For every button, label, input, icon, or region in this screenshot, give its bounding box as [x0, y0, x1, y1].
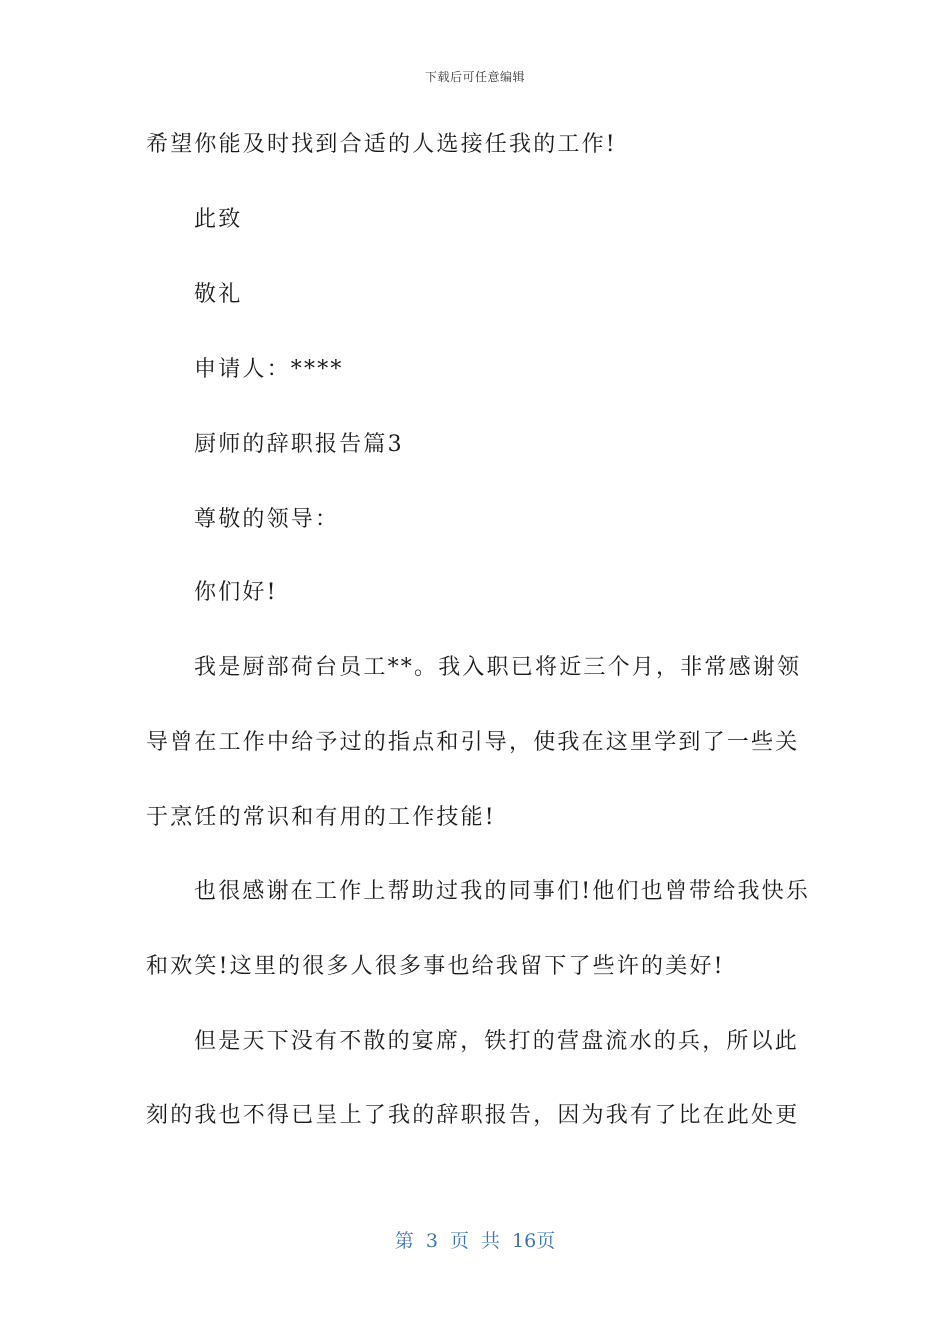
page-number-footer: 第 3 页 共 16页 [394, 1230, 556, 1252]
salutation-jingli: 敬礼 [194, 282, 243, 307]
closing-line: 希望你能及时找到合适的人选接任我的工作! [146, 132, 617, 157]
greeting-hello: 你们好! [194, 580, 278, 605]
paragraph-line: 导曾在工作中给予过的指点和引导，使我在这里学到了一些关 [146, 730, 800, 755]
paragraph-line: 刻的我也不得已呈上了我的辞职报告，因为我有了比在此处更 [146, 1103, 800, 1128]
section-title: 厨师的辞职报告篇3 [194, 432, 404, 457]
applicant-line: 申请人：**** [194, 357, 344, 382]
paragraph-line: 我是厨部荷台员工**。我入职已将近三个月，非常感谢领 [194, 655, 802, 680]
paragraph-line: 于烹饪的常识和有用的工作技能! [146, 805, 496, 830]
greeting-leader: 尊敬的领导： [194, 507, 340, 532]
header-note: 下载后可任意编辑 [424, 70, 525, 84]
paragraph-line: 也很感谢在工作上帮助过我的同事们!他们也曾带给我快乐 [194, 879, 811, 904]
paragraph-line: 但是天下没有不散的宴席，铁打的营盘流水的兵，所以此 [194, 1029, 800, 1054]
paragraph-line: 和欢笑!这里的很多人很多事也给我留下了些许的美好! [146, 954, 725, 979]
salutation-cizhi: 此致 [194, 207, 243, 232]
